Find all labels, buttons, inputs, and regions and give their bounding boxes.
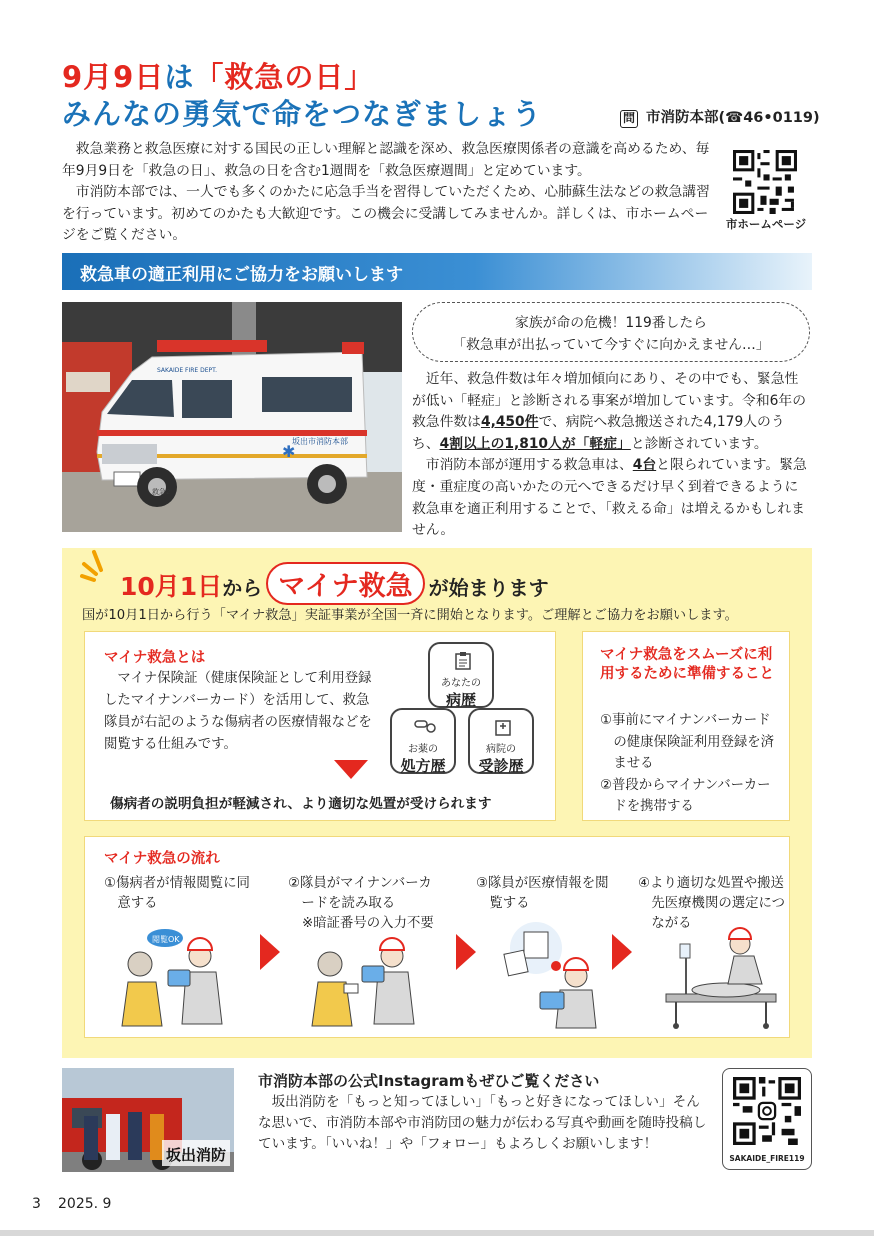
- mild-count: 4割以上の1,810人が「軽症」: [439, 435, 631, 452]
- ambulance-illustration: [62, 302, 402, 532]
- what-is-text: マイナ保険証（健康保険証として利用登録したマイナンバーカード）を活用して、救急隊員が右記のような傷病者の医療情報などを閲覧する仕組みです。: [104, 671, 372, 752]
- record-visit-box: 病院の 受診歴: [468, 708, 534, 774]
- flow-arrow-icon: [456, 934, 476, 970]
- clipboard-icon: [455, 652, 471, 670]
- maina-subtitle: 国が10月1日から行う「マイナ救急」実証事業が全国一斉に開始となります。ご理解とご協力をお願いします。: [82, 608, 738, 623]
- down-arrow-icon: [334, 760, 368, 779]
- instagram-handle: SAKAIDE_FIRE119: [729, 1154, 805, 1163]
- ambulance-side-label: 坂出市消防本部: [292, 437, 348, 446]
- title-date: 9月9日: [62, 60, 165, 94]
- medical-info-illustration: [486, 918, 616, 1030]
- page-number: 3: [32, 1196, 41, 1212]
- page-title-line2: みんなの勇気で命をつなぎましょう: [62, 97, 543, 131]
- transport-illustration: [656, 924, 786, 1030]
- flow-step-1: ①傷病者が情報閲覧に同意する: [104, 876, 250, 911]
- preparation-item: ①事前にマイナンバーカードの健康保険証利用登録を済ませる: [600, 713, 775, 771]
- bottom-divider: [0, 1230, 874, 1236]
- ambulance-paragraph-1: 近年、救急件数は年々増加傾向にあり、その中でも、緊急性が低い「軽症」と診断される事案が増加しています。令和6年の救急件数は4,450件で、病院へ救急搬送された4,179人のうち、4割以上の1,810人が「軽症」と診断されています。: [412, 371, 806, 452]
- page-title-line1: [62, 55, 374, 96]
- qr-caption: 市ホームページ: [725, 217, 807, 231]
- intro-paragraph-2: 市消防本部では、一人でも多くのかたに応急手当を習得していただくため、心肺蘇生法などの救急講習を行っています。初めてのかたも大歓迎です。この機会に受講してみませんか。詳しくは、市ホームページをご覧ください。: [62, 184, 710, 244]
- ambulance-photo: [62, 302, 402, 532]
- instagram-text: 坂出消防を「もっと知ってほしい」「もっと好きになってほしい」そんな思いで、市消防本部や市消防団の魅力が伝わる写真や動画を随時投稿しています。「いいね！」や「フォロー」もよろしくお願いします！: [258, 1094, 707, 1153]
- section-band: [62, 253, 812, 290]
- inquiry-icon: 問: [620, 110, 638, 128]
- photo-caption: 坂出消防: [166, 1146, 227, 1164]
- bubble-line-1: 家族が命の危機！119番したら: [515, 315, 707, 331]
- contact-info: [620, 106, 820, 128]
- preparation-item: ②普段からマイナンバーカードを携帯する: [600, 777, 771, 814]
- section-heading: 救急車の適正利用にご協力をお願いします: [80, 265, 403, 285]
- record-prescription-box: お薬の 処方歴: [390, 708, 456, 774]
- intro-text: [62, 139, 712, 247]
- title-particle: は: [164, 60, 195, 94]
- card-reading-illustration: [300, 926, 430, 1030]
- fire-truck-illustration: [62, 1068, 234, 1172]
- ambulance-paragraph-2: 市消防本部が運用する救急車は、4台と限られています。緊急度・重症度の高いかたの元へできるだけ早く到着できるように救急車を適正利用することで、「救える命」は増えるかもしれません。: [412, 457, 807, 539]
- maina-title: 10月1日から マイナ救急 が始まります: [120, 562, 549, 605]
- instagram-qr-icon[interactable]: [733, 1077, 801, 1145]
- ambulance-dept-label: SAKAIDE FIRE DEPT.: [157, 367, 218, 374]
- case-count: 4,450件: [480, 414, 539, 431]
- maina-date: 10月1日: [120, 572, 223, 601]
- flow-step-2-note: ※暗証番号の入力不要: [302, 916, 434, 931]
- svg-text:✱: ✱: [282, 442, 296, 461]
- what-is-footer: 傷病者の説明負担が軽減され、より適切な処置が受けられます: [110, 796, 492, 812]
- hospital-icon: [494, 718, 512, 736]
- ambulance-number-label: 救急2: [152, 488, 171, 496]
- ok-bubble-text: 閲覧OK: [152, 935, 180, 944]
- preparation-heading: マイナ救急をスムーズに利用するために準備すること: [600, 647, 774, 682]
- pill-icon: [414, 718, 436, 734]
- firefighters-photo: [62, 1068, 234, 1172]
- ambulance-count: 4台: [632, 457, 657, 474]
- burst-icon: [74, 546, 114, 586]
- what-is-heading: マイナ救急とは: [104, 650, 206, 666]
- ambulance-text: [412, 369, 812, 542]
- flow-step-2: ②隊員がマイナンバーカードを読み取る: [288, 876, 432, 911]
- contact-text: 市消防本部(☎46•0119): [646, 110, 820, 126]
- instagram-heading: 市消防本部の公式Instagramもぜひご覧ください: [258, 1072, 600, 1090]
- bubble-line-2: 「救急車が出払っていて今すぐに向かえません…」: [452, 337, 770, 353]
- qr-code-icon[interactable]: [733, 150, 797, 214]
- flow-step-4: ④より適切な処置や搬送先医療機関の選定につながる: [638, 876, 786, 931]
- flow-heading: マイナ救急の流れ: [104, 851, 220, 867]
- record-history-box: あなたの 病歴: [428, 642, 494, 708]
- preparation-list: [600, 710, 780, 818]
- flow-step-3: ③隊員が医療情報を閲覧する: [476, 876, 609, 911]
- title-event: 「救急の日」: [194, 60, 375, 94]
- issue-date: 2025. 9: [58, 1196, 112, 1212]
- intro-paragraph-1: 救急業務と救急医療に対する国民の正しい理解と認識を深め、救急医療関係者の意識を高めるため、毎年9月9日を「救急の日」、救急の日を含む1週間を「救急医療週間」と定めています。: [62, 141, 710, 179]
- maina-badge: マイナ救急: [266, 562, 424, 605]
- consent-illustration: [110, 926, 240, 1030]
- flow-arrow-icon: [260, 934, 280, 970]
